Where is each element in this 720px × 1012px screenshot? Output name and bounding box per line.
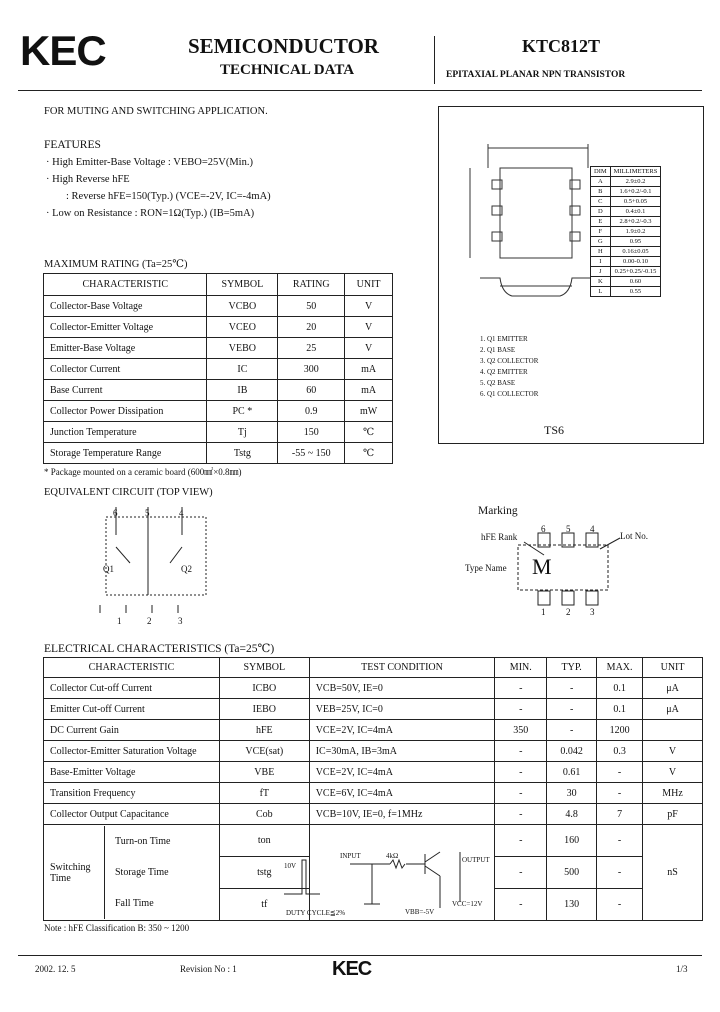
table-cell: - bbox=[495, 699, 547, 720]
feature-item: : Reverse hFE=150(Typ.) (VCE=-2V, IC=-4mA) bbox=[66, 191, 271, 202]
table-cell: B bbox=[591, 187, 611, 197]
table-cell: Collector Power Dissipation bbox=[44, 401, 207, 422]
switch-circuit-r1: 4kΩ bbox=[386, 852, 399, 860]
table-row bbox=[44, 678, 703, 699]
table-cell: - bbox=[547, 678, 597, 699]
table-cell: 0.1 bbox=[597, 678, 643, 699]
switching-row-label: Storage Time bbox=[115, 867, 169, 878]
table-header-row bbox=[591, 167, 661, 177]
table-cell: 2.9±0.2 bbox=[610, 177, 661, 187]
table-row bbox=[44, 741, 703, 762]
table-cell: Collector Cut-off Current bbox=[44, 678, 220, 699]
table-cell: 1.9±0.2 bbox=[610, 227, 661, 237]
table-cell: Collector Current bbox=[44, 359, 207, 380]
table-row bbox=[591, 217, 661, 227]
table-cell: μA bbox=[643, 699, 703, 720]
table-cell: - bbox=[495, 825, 547, 857]
table-cell: fT bbox=[219, 783, 309, 804]
table-cell: tstg bbox=[219, 857, 309, 889]
table-cell: 60 bbox=[278, 380, 345, 401]
table-cell: 0.60 bbox=[610, 277, 661, 287]
electrical-heading: ELECTRICAL CHARACTERISTICS (Ta=25℃) bbox=[44, 643, 275, 655]
table-row bbox=[591, 197, 661, 207]
table-row bbox=[44, 783, 703, 804]
table-row bbox=[591, 287, 661, 297]
table-cell: V bbox=[643, 741, 703, 762]
table-cell: 0.1 bbox=[597, 699, 643, 720]
table-cell: VCE=2V, IC=4mA bbox=[309, 762, 495, 783]
table-cell: Collector-Emitter Saturation Voltage bbox=[44, 741, 220, 762]
footer-page: 1/3 bbox=[676, 964, 688, 974]
pin-item: 4. Q2 EMITTER bbox=[480, 368, 528, 376]
table-cell: - bbox=[547, 720, 597, 741]
equiv-q1-label: Q1 bbox=[103, 564, 114, 574]
table-cell: mW bbox=[345, 401, 393, 422]
table-cell: E bbox=[591, 217, 611, 227]
table-cell: ℃ bbox=[345, 422, 393, 443]
marking-type-name: Type Name bbox=[465, 563, 507, 573]
equiv-pin-5: 5 bbox=[145, 508, 150, 518]
marking-pin-6: 6 bbox=[541, 524, 546, 534]
table-header-row bbox=[44, 274, 393, 296]
table-cell: Emitter-Base Voltage bbox=[44, 338, 207, 359]
equiv-pin-3: 3 bbox=[178, 616, 183, 626]
table-cell: K bbox=[591, 277, 611, 287]
switch-circuit-vbb: VBB=-5V bbox=[405, 908, 435, 916]
table-cell: μA bbox=[643, 678, 703, 699]
equivalent-circuit-heading: EQUIVALENT CIRCUIT (TOP VIEW) bbox=[44, 487, 213, 498]
table-cell: V bbox=[345, 317, 393, 338]
equivalent-circuit bbox=[90, 505, 230, 615]
table-row bbox=[591, 227, 661, 237]
table-cell: - bbox=[495, 762, 547, 783]
footer-revision: Revision No : 1 bbox=[180, 964, 237, 974]
table-row bbox=[44, 296, 393, 317]
table-row bbox=[44, 720, 703, 741]
column-header: TEST CONDITION bbox=[309, 658, 495, 678]
package-body bbox=[500, 168, 572, 258]
table-row bbox=[44, 338, 393, 359]
pin-list bbox=[480, 334, 538, 400]
table-cell: VCB=10V, IE=0, f=1MHz bbox=[309, 804, 495, 825]
table-cell: 300 bbox=[278, 359, 345, 380]
column-header: MIN. bbox=[495, 658, 547, 678]
table-cell: - bbox=[597, 783, 643, 804]
table-cell: Collector-Emitter Voltage bbox=[44, 317, 207, 338]
table-cell: Collector-Base Voltage bbox=[44, 296, 207, 317]
table-cell: mA bbox=[345, 359, 393, 380]
table-cell: - bbox=[495, 889, 547, 921]
table-cell: L bbox=[591, 287, 611, 297]
column-header: DIM bbox=[591, 167, 611, 177]
table-cell: ICBO bbox=[219, 678, 309, 699]
table-cell: V bbox=[345, 338, 393, 359]
application-text: FOR MUTING AND SWITCHING APPLICATION. bbox=[44, 106, 268, 117]
equiv-pin-1: 1 bbox=[117, 616, 122, 626]
table-cell: 25 bbox=[278, 338, 345, 359]
table-cell: 0.4±0.1 bbox=[610, 207, 661, 217]
table-cell: VCEO bbox=[207, 317, 278, 338]
column-header: UNIT bbox=[345, 274, 393, 296]
table-cell: - bbox=[597, 857, 643, 889]
table-cell: ℃ bbox=[345, 443, 393, 464]
table-cell: 0.95 bbox=[610, 237, 661, 247]
table-cell: mA bbox=[345, 380, 393, 401]
table-cell: nS bbox=[643, 825, 703, 921]
kec-logo: KEC bbox=[20, 27, 106, 74]
table-row bbox=[44, 359, 393, 380]
table-cell: - bbox=[495, 804, 547, 825]
column-header: MAX. bbox=[597, 658, 643, 678]
table-row bbox=[44, 762, 703, 783]
table-header-row bbox=[44, 658, 703, 678]
table-cell: D bbox=[591, 207, 611, 217]
header-title: SEMICONDUCTOR bbox=[188, 34, 379, 58]
table-cell: DC Current Gain bbox=[44, 720, 220, 741]
table-cell: Base-Emitter Voltage bbox=[44, 762, 220, 783]
table-row bbox=[44, 317, 393, 338]
table-cell: Collector Output Capacitance bbox=[44, 804, 220, 825]
header-rule bbox=[18, 90, 702, 91]
table-cell: VCB=50V, IE=0 bbox=[309, 678, 495, 699]
max-rating-heading: MAXIMUM RATING (Ta=25℃) bbox=[44, 259, 188, 270]
column-header: SYMBOL bbox=[219, 658, 309, 678]
table-cell: 20 bbox=[278, 317, 345, 338]
table-cell: - bbox=[547, 699, 597, 720]
table-cell: 0.9 bbox=[278, 401, 345, 422]
table-cell: VCE=2V, IC=4mA bbox=[309, 720, 495, 741]
table-cell: 150 bbox=[278, 422, 345, 443]
table-row bbox=[44, 804, 703, 825]
table-cell: VCE=6V, IC=4mA bbox=[309, 783, 495, 804]
table-row bbox=[591, 247, 661, 257]
table-row bbox=[591, 267, 661, 277]
table-cell: VBE bbox=[219, 762, 309, 783]
pin-item: 2. Q1 BASE bbox=[480, 346, 516, 354]
table-cell: VEBO bbox=[207, 338, 278, 359]
marking-lot-no: Lot No. bbox=[620, 531, 648, 541]
table-cell: H bbox=[591, 247, 611, 257]
column-header: RATING bbox=[278, 274, 345, 296]
table-cell: 0.16±0.05 bbox=[610, 247, 661, 257]
pin-item: 1. Q1 EMITTER bbox=[480, 335, 528, 343]
electrical-note: Note : hFE Classification B: 350 ~ 1200 bbox=[44, 923, 190, 933]
switch-circuit-pulse: 10V bbox=[284, 862, 297, 870]
table-cell: 0.00-0.10 bbox=[610, 257, 661, 267]
column-header: SYMBOL bbox=[207, 274, 278, 296]
table-cell: - bbox=[597, 825, 643, 857]
table-row bbox=[591, 237, 661, 247]
table-cell: 30 bbox=[547, 783, 597, 804]
footer-date: 2002. 12. 5 bbox=[35, 964, 76, 974]
table-cell: ton bbox=[219, 825, 309, 857]
table-row bbox=[591, 257, 661, 267]
table-cell: 500 bbox=[547, 857, 597, 889]
table-cell: 2.8+0.2/-0.3 bbox=[610, 217, 661, 227]
table-cell: 0.25+0.25/-0.15 bbox=[610, 267, 661, 277]
table-cell: 160 bbox=[547, 825, 597, 857]
table-cell: VCE(sat) bbox=[219, 741, 309, 762]
table-cell: - bbox=[597, 889, 643, 921]
switching-row-label: Turn-on Time bbox=[115, 836, 171, 847]
equiv-pin-4: 4 bbox=[179, 508, 184, 518]
table-cell: pF bbox=[643, 804, 703, 825]
table-cell: PC * bbox=[207, 401, 278, 422]
marking-hfe-rank: hFE Rank bbox=[481, 532, 518, 542]
table-cell: V bbox=[643, 762, 703, 783]
table-cell: - bbox=[495, 857, 547, 889]
header-divider bbox=[434, 36, 435, 84]
table-cell: Transition Frequency bbox=[44, 783, 220, 804]
table-row bbox=[44, 380, 393, 401]
switch-circuit-duty: DUTY CYCLE≦2% bbox=[286, 909, 346, 917]
switch-circuit-output: OUTPUT bbox=[462, 856, 490, 864]
table-cell: 350 bbox=[495, 720, 547, 741]
footer-kec-logo: KEC bbox=[332, 958, 372, 980]
table-cell: J bbox=[591, 267, 611, 277]
table-cell: V bbox=[345, 296, 393, 317]
footer-rule bbox=[18, 955, 702, 956]
column-header: CHARACTERISTIC bbox=[44, 274, 207, 296]
table-cell: tf bbox=[219, 889, 309, 921]
table-cell: 130 bbox=[547, 889, 597, 921]
switching-row-label: Fall Time bbox=[115, 898, 154, 909]
table-row bbox=[591, 207, 661, 217]
marking-pin-5: 5 bbox=[566, 524, 571, 534]
table-cell: 0.5+0.05 bbox=[610, 197, 661, 207]
table-cell: MHz bbox=[643, 783, 703, 804]
equiv-q2-label: Q2 bbox=[181, 564, 192, 574]
table-row bbox=[591, 277, 661, 287]
table-cell: I bbox=[591, 257, 611, 267]
marking-pin-1: 1 bbox=[541, 607, 546, 617]
column-header: MILLIMETERS bbox=[610, 167, 661, 177]
table-cell: 0.042 bbox=[547, 741, 597, 762]
table-cell: 1.6+0.2/-0.1 bbox=[610, 187, 661, 197]
table-cell: -55 ~ 150 bbox=[278, 443, 345, 464]
table-cell: Emitter Cut-off Current bbox=[44, 699, 220, 720]
pin-item: 5. Q2 BASE bbox=[480, 379, 516, 387]
pin-item: 3. Q2 COLLECTOR bbox=[480, 357, 539, 365]
marking-heading: Marking bbox=[478, 505, 518, 517]
table-cell: C bbox=[591, 197, 611, 207]
max-rating-note: * Package mounted on a ceramic board (600㎟×0.8㎜) bbox=[44, 467, 242, 477]
part-description: EPITAXIAL PLANAR NPN TRANSISTOR bbox=[446, 70, 626, 80]
table-cell: 50 bbox=[278, 296, 345, 317]
equiv-pin-6: 6 bbox=[113, 508, 118, 518]
equiv-pin-2: 2 bbox=[147, 616, 152, 626]
switching-sublabels bbox=[104, 826, 211, 919]
header-subtitle: TECHNICAL DATA bbox=[220, 62, 355, 78]
table-row bbox=[44, 443, 393, 464]
table-cell: Tstg bbox=[207, 443, 278, 464]
package-name: TS6 bbox=[544, 423, 565, 437]
table-cell: A bbox=[591, 177, 611, 187]
marking-type-mark: M bbox=[532, 554, 552, 579]
table-cell: hFE bbox=[219, 720, 309, 741]
table-cell: 0.61 bbox=[547, 762, 597, 783]
table-cell: Junction Temperature bbox=[44, 422, 207, 443]
table-cell: 0.3 bbox=[597, 741, 643, 762]
table-cell: 0.55 bbox=[610, 287, 661, 297]
table-cell: IC=30mA, IB=3mA bbox=[309, 741, 495, 762]
table-cell: - bbox=[495, 783, 547, 804]
table-cell: - bbox=[495, 741, 547, 762]
table-cell: - bbox=[597, 762, 643, 783]
feature-item: · Low on Resistance : RON=1Ω(Typ.) (IB=5mA) bbox=[46, 208, 255, 219]
marking-pin-2: 2 bbox=[566, 607, 571, 617]
table-cell: VEB=25V, IC=0 bbox=[309, 699, 495, 720]
table-cell: 4.8 bbox=[547, 804, 597, 825]
table-cell: Tj bbox=[207, 422, 278, 443]
features-heading: FEATURES bbox=[44, 139, 101, 151]
table-cell bbox=[643, 720, 703, 741]
pin-item: 6. Q1 COLLECTOR bbox=[480, 390, 539, 398]
dimension-table bbox=[590, 166, 661, 297]
table-row bbox=[44, 401, 393, 422]
table-row bbox=[44, 422, 393, 443]
switch-circuit-input: INPUT bbox=[340, 852, 361, 860]
marking-pin-3: 3 bbox=[590, 607, 595, 617]
table-cell: 1200 bbox=[597, 720, 643, 741]
switching-label bbox=[44, 825, 220, 921]
table-cell: Storage Temperature Range bbox=[44, 443, 207, 464]
table-cell: G bbox=[591, 237, 611, 247]
table-cell: F bbox=[591, 227, 611, 237]
table-row bbox=[591, 187, 661, 197]
switch-circuit-vcc: VCC=12V bbox=[452, 900, 483, 908]
part-number: KTC812T bbox=[522, 36, 601, 56]
table-cell: IC bbox=[207, 359, 278, 380]
switching-time-label: Switching Time bbox=[50, 861, 91, 884]
column-header: TYP. bbox=[547, 658, 597, 678]
feature-item: · High Emitter-Base Voltage : VEBO=25V(Min.) bbox=[46, 157, 253, 168]
table-cell: - bbox=[495, 678, 547, 699]
max-rating-table bbox=[43, 273, 393, 464]
column-header: UNIT bbox=[643, 658, 703, 678]
marking-pin-4: 4 bbox=[590, 524, 595, 534]
table-cell: IEBO bbox=[219, 699, 309, 720]
feature-item: · High Reverse hFE bbox=[46, 174, 130, 185]
column-header: CHARACTERISTIC bbox=[44, 658, 220, 678]
table-row bbox=[44, 699, 703, 720]
table-row bbox=[591, 177, 661, 187]
table-cell: IB bbox=[207, 380, 278, 401]
table-cell: 7 bbox=[597, 804, 643, 825]
table-cell: Base Current bbox=[44, 380, 207, 401]
table-cell: VCBO bbox=[207, 296, 278, 317]
table-cell: Cob bbox=[219, 804, 309, 825]
